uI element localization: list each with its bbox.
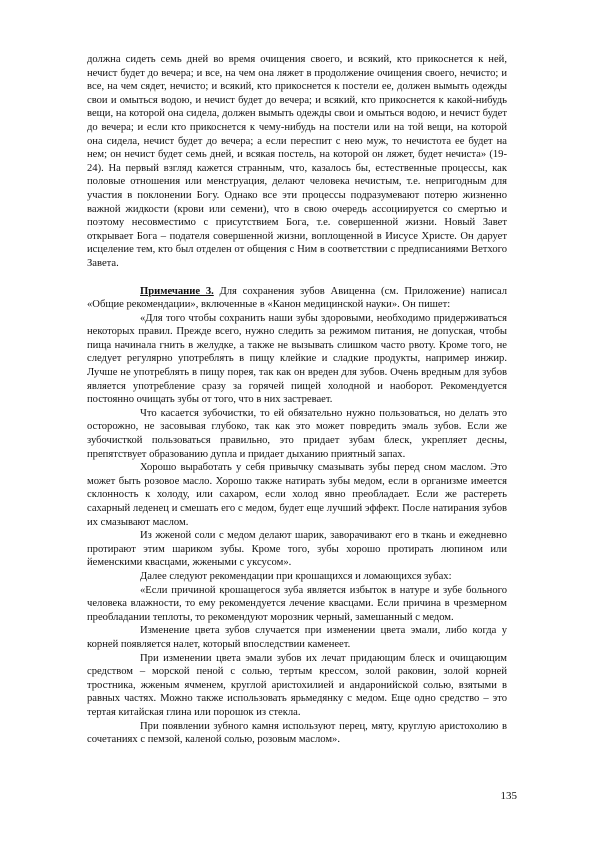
paragraph-gap bbox=[87, 271, 507, 285]
note-text: Для сохранения зубов Авиценна (см. Приложение) написал «Общие рекомендации», включенные в «Канон медицинской науки». Он пишет: bbox=[87, 285, 507, 311]
paragraph-leviticus: должна сидеть семь дней во время очищения своего, и всякий, кто прикоснется к ней, нечист будет до вечера; и все, на чем она ляжет в продолжение очищения своего, нечисто; и все, на чем сядет, нечисто; и всякий, кто прикоснется к постели ее, должен вымыть одежды свои и омыться водою, и нечист будет до вечера; и всякий, кто прикоснется к какой-нибудь вещи, на которой она сидела, должен вымыть одежды свои и омыться водою, и нечист будет до вечера; и если кто прикоснется к чему-нибудь на постели или на той вещи, на которой она сидела, нечист будет до вечера; а если переспит с нею муж, то нечистота ее будет на нем; он нечист будет семь дней, и всякая постель, на которой он ляжет, будет нечиста» (19-24). На первый взгляд кажется странным, что, казалось бы, естественные процессы, как половые отношения или менструация, делают человека нечистым, т.е. непригодным для участия в поклонении Богу. Однако все эти процессы подразумевают потерю жизненно важной жидкости (крови или семени), что в свою очередь ассоциируется со смертью и поэтому несовместимо с присутствием Бога, т.е. совершенной жизни. Новый Завет открывает Бога – подателя совершенной жизни, воплощенной в Иисусе Христе. Он дарует исцеление тем, кто был отделен от общения с Ним в соответствии с предписаниями Ветхого Завета. bbox=[87, 54, 507, 269]
paragraph-color-change: Изменение цвета зубов случается при изменении цвета эмали, либо когда у корней появляется налет, который впоследствии каменеет. bbox=[87, 625, 507, 650]
paragraph-note-3 bbox=[87, 285, 507, 312]
paragraph-following: Далее следуют рекомендации при крошащихся и ломающихся зубах: bbox=[140, 570, 452, 582]
paragraph-salt: Из жженой соли с медом делают шарик, заворачивают его в ткань и ежедневно протирают этим шариком зубы. Кроме того, зубы хорошо протирать люпином или йеменскими квасцами, жжеными с уксусом». bbox=[87, 530, 507, 569]
paragraph-enamel: При изменении цвета эмали зубов их лечат придающим блеск и очищающим средством – морской пеной с солью, тертым крессом, золой раковин, золой корней тростника, жженым ячменем, круглой аристохилией и андаронийской солью, взятыми в равных частях. Можно также использовать ярьмедянку с медом. Еще одно средство – это тертая китайская глина или порошок из стекла. bbox=[87, 652, 507, 718]
paragraph-toothpick: Что касается зубочистки, то ей обязательно нужно пользоваться, но делать это осторожно, не засовывая глубоко, так как это может повредить эмаль зубов. Если же зубочисткой пользоваться правильно, это придает зубам блеск, укрепляет десны, препятствует образованию дупла и придает дыханию приятный запах. bbox=[87, 407, 507, 460]
paragraph-quote-intro: «Для того чтобы сохранить наши зубы здоровыми, необходимо придерживаться некоторых правил. Прежде всего, нужно следить за режимом питания, не допуская, чтобы пища начинала гнить в желудке, а также не вызывать слишком часто рвоту. Кроме того, не следует регулярно употреблять в пищу клейкие и сладкие продукты, например инжир. Лучше не употреблять в пищу порея, так как он вреден для зубов. Очень вредным для зубов является употребление сразу за горячей пищей холодной и наоборот. Рекомендуется постоянно очищать зубы от того, что в них застревает. bbox=[87, 312, 507, 406]
page-number: 135 bbox=[500, 790, 517, 802]
paragraph-tartar: При появлении зубного камня используют перец, мяту, круглую аристохолию в сочетаниях с пемзой, каленой солью, розовым маслом». bbox=[87, 720, 507, 746]
note-label: Примечание 3. bbox=[140, 285, 214, 297]
document-body bbox=[87, 53, 507, 747]
paragraph-oil: Хорошо выработать у себя привычку смазывать зубы перед сном маслом. Это может быть розовое масло. Хорошо также натирать зубы медом, если в организме имеется склонность к холоду, или сахаром, если холод явно преобладает. Если же растереть сахарный леденец и смешать его с медом, будет еще лучший эффект. После натирания зубов их смазывают маслом. bbox=[87, 462, 507, 528]
paragraph-crumbling: «Если причиной крошащегося зуба является избыток в натуре и зубе больного человека влажности, то ему рекомендуется лечение квасцами. Если причина в чрезмерном преобладании теплоты, то рекомендуют морозник черный, замешанный с медом. bbox=[87, 584, 507, 623]
